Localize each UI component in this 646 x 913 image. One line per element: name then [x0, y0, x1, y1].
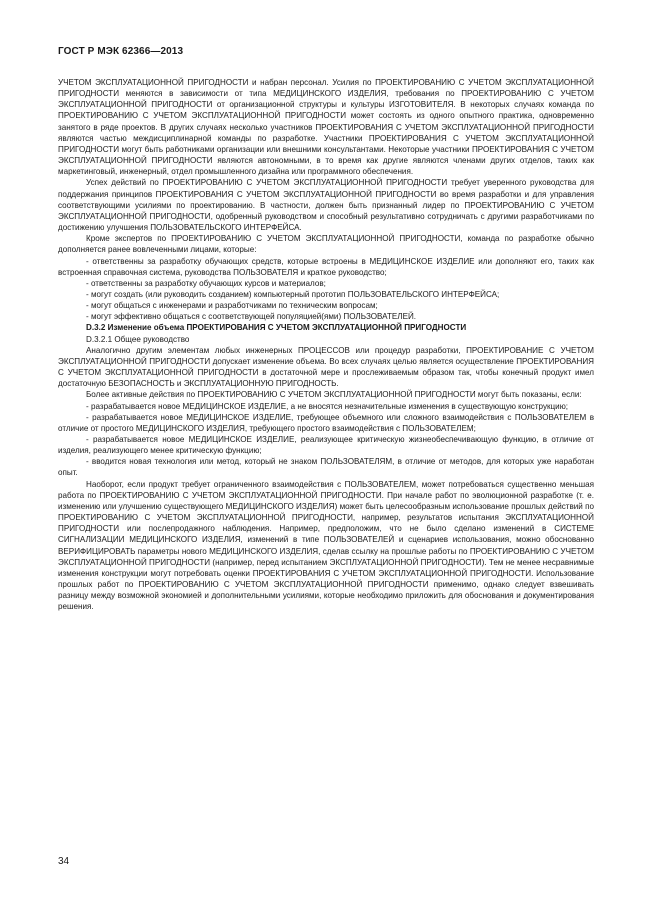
paragraph-scope: Аналогично другим элементам любых инженерных ПРОЦЕССОВ или процедур разработки, ПРОЕКТИРОВАНИЕ С УЧЕТОМ ЭКСПЛУАТАЦИОННОЙ ПРИГОДНОСТИ допускает изменение объема. Во всех случаях целью является осуществление ПРОЕКТИРОВАНИЯ С УЧЕТОМ ЭКСПЛУАТАЦИОННОЙ ПРИГОДНОСТИ в достаточной мере и прослеживаемым образом так, чтобы конечный продукт имел достаточную БЕЗОПАСНОСТЬ и ЭКСПЛУАТАЦИОННУЮ ПРИГОДНОСТЬ. [58, 345, 594, 389]
list-item: - могут общаться с инженерами и разработчиками по техническим вопросам; [86, 301, 378, 311]
standard-header: ГОСТ Р МЭК 62366—2013 [58, 46, 184, 57]
paragraph-conversely: Наоборот, если продукт требует ограниченного взаимодействия с ПОЛЬЗОВАТЕЛЕМ, может потребоваться существенно меньшая работа по ПРОЕКТИРОВАНИЮ С УЧЕТОМ ЭКСПЛУАТАЦИОННОЙ ПРИГОДНОСТИ. При начале работ по эволюционной разработке (т. е. изменению или улучшению существующего МЕДИЦИНСКОГО ИЗДЕЛИЯ) может быть целесообразным использование прошлых действий по ПРОЕКТИРОВАНИЮ С УЧЕТОМ ЭКСПЛУАТАЦИОННОЙ ПРИГОДНОСТИ, например, результатов испытания ЭКСПЛУАТАЦИОННОЙ ПРИГОДНОСТИ или послепродажного наблюдения. Например, предположим, что не было сделано изменений в СИСТЕМЕ СИГНАЛИЗАЦИИ МЕДИЦИНСКОГО ИЗДЕЛИЯ, изменений в типе ПОЛЬЗОВАТЕЛЕЙ и сценариев использования, можно обоснованно ВЕРИФИЦИРОВАТЬ параметры нового МЕДИЦИНСКОГО ИЗДЕЛИЯ, сделав ссылку на прошлые работы по ПРОЕКТИРОВАНИЮ С УЧЕТОМ ЭКСПЛУАТАЦИОННОЙ ПРИГОДНОСТИ (например, перед испытанием ЭКСПЛУАТАЦИОННОЙ ПРИГОДНОСТИ). Тем не менее несравнимые изменения конструкции могут потребовать оценки ПРОЕКТИРОВАНИЯ С УЧЕТОМ ЭКСПЛУАТАЦИОННОЙ ПРИГОДНОСТИ. Использование прошлых работ по ПРОЕКТИРОВАНИЮ С УЧЕТОМ ЭКСПЛУАТАЦИОННОЙ ПРИГОДНОСТИ применимо, однако следует взвешивать разницу между возможной экономией и дополнительными усилиями, которые необходимо приложить для обоснования и документирования решения. [58, 479, 594, 612]
document-body [58, 77, 594, 613]
list-item: - могут создать (или руководить созданием) компьютерный прототип ПОЛЬЗОВАТЕЛЬСКОГО ИНТЕРФЕЙСА; [86, 289, 500, 299]
subsection-heading: D.3.2.1 Общее руководство [86, 334, 190, 344]
paragraph-leadership: Успех действий по ПРОЕКТИРОВАНИЮ С УЧЕТОМ ЭКСПЛУАТАЦИОННОЙ ПРИГОДНОСТИ требует уверенного руководства для поддержания принципов ПРОЕКТИРОВАНИЯ С УЧЕТОМ ЭКСПЛУАТАЦИОННОЙ ПРИГОДНОСТИ во время разработки и для управления соответствующими усилиями по проектированию. В частности, должен быть признанный лидер по ПРОЕКТИРОВАНИЮ С УЧЕТОМ ЭКСПЛУАТАЦИОННОЙ ПРИГОДНОСТИ, одобренный руководством и способный результативно сотрудничать с другими разработчиками по достижению улучшения ПОЛЬЗОВАТЕЛЬСКОГО ИНТЕРФЕЙСА. [58, 178, 594, 233]
list-item: - ответственны за разработку обучающих средств, которые встроены в МЕДИЦИНСКОЕ ИЗДЕЛИЕ или дополняют его, таких как встроенная справочная система, руководства ПОЛЬЗОВАТЕЛЯ и краткое руководство; [58, 256, 594, 277]
section-heading: D.3.2 Изменение объема ПРОЕКТИРОВАНИЯ С УЧЕТОМ ЭКСПЛУАТАЦИОННОЙ ПРИГОДНОСТИ [86, 323, 467, 333]
list-item: - разрабатывается новое МЕДИЦИНСКОЕ ИЗДЕЛИЕ, реализующее критическую жизнеобеспечивающую функцию, в отличие от изделия, реализующего менее критическую функцию; [58, 435, 594, 456]
list-item: - разрабатывается новое МЕДИЦИНСКОЕ ИЗДЕЛИЕ, а не вносятся незначительные изменения в существующую конструкцию; [86, 401, 569, 411]
paragraph-team: Кроме экспертов по ПРОЕКТИРОВАНИЮ С УЧЕТОМ ЭКСПЛУАТАЦИОННОЙ ПРИГОДНОСТИ, команда по разработке обычно дополняется ранее вовлеченными лицами, которые: [58, 234, 594, 255]
list-item: - вводится новая технология или метод, который не знаком ПОЛЬЗОВАТЕЛЯМ, в отличие от методов, для которых уже наработан опыт. [58, 457, 594, 478]
list-item: - ответственны за разработку обучающих курсов и материалов; [86, 278, 326, 288]
page-number: 34 [58, 856, 70, 867]
list-item: - разрабатывается новое МЕДИЦИНСКОЕ ИЗДЕЛИЕ, требующее объемного или сложного взаимодействия с ПОЛЬЗОВАТЕЛЕМ в отличие от простого МЕДИЦИНСКОГО ИЗДЕЛИЯ, требующего простого взаимодействия с ПОЛЬЗОВАТЕЛЕМ; [58, 412, 594, 433]
list-item: - могут эффективно общаться с соответствующей популяцией(ями) ПОЛЬЗОВАТЕЛЕЙ. [86, 312, 417, 322]
paragraph-intro: УЧЕТОМ ЭКСПЛУАТАЦИОННОЙ ПРИГОДНОСТИ и набран персонал. Усилия по ПРОЕКТИРОВАНИЮ С УЧЕТОМ ЭКСПЛУАТАЦИОННОЙ ПРИГОДНОСТИ меняются в зависимости от типа МЕДИЦИНСКОГО ИЗДЕЛИЯ, требования по ПРОЕКТИРОВАНИЮ С УЧЕТОМ ЭКСПЛУАТАЦИОННОЙ ПРИГОДНОСТИ от организационной структуры и культуры ИЗГОТОВИТЕЛЯ. В некоторых случаях команда по ПРОЕКТИРОВАНИЮ С УЧЕТОМ ЭКСПЛУАТАЦИОННОЙ ПРИГОДНОСТИ может состоять из одного опытного практика, одновременно занятого в ряде проектов. В других случаях несколько участников ПРОЕКТИРОВАНИЯ С УЧЕТОМ ЭКСПЛУАТАЦИОННОЙ ПРИГОДНОСТИ являются частью междисциплинарной команды по разработке. Участники ПРОЕКТИРОВАНИЯ С УЧЕТОМ ЭКСПЛУАТАЦИОННОЙ ПРИГОДНОСТИ могут быть работниками организации или внешними консультантами. Некоторые участники ПРОЕКТИРОВАНИЯ С УЧЕТОМ ЭКСПЛУАТАЦИОННОЙ ПРИГОДНОСТИ являются автономными, в то время как другие являются членами других отделов, таких как маркетинговый, инженерный, отдел промышленного дизайна или программного обеспечения. [58, 78, 594, 177]
paragraph-conditions: Более активные действия по ПРОЕКТИРОВАНИЮ С УЧЕТОМ ЭКСПЛУАТАЦИОННОЙ ПРИГОДНОСТИ могут быть показаны, если: [86, 390, 582, 400]
